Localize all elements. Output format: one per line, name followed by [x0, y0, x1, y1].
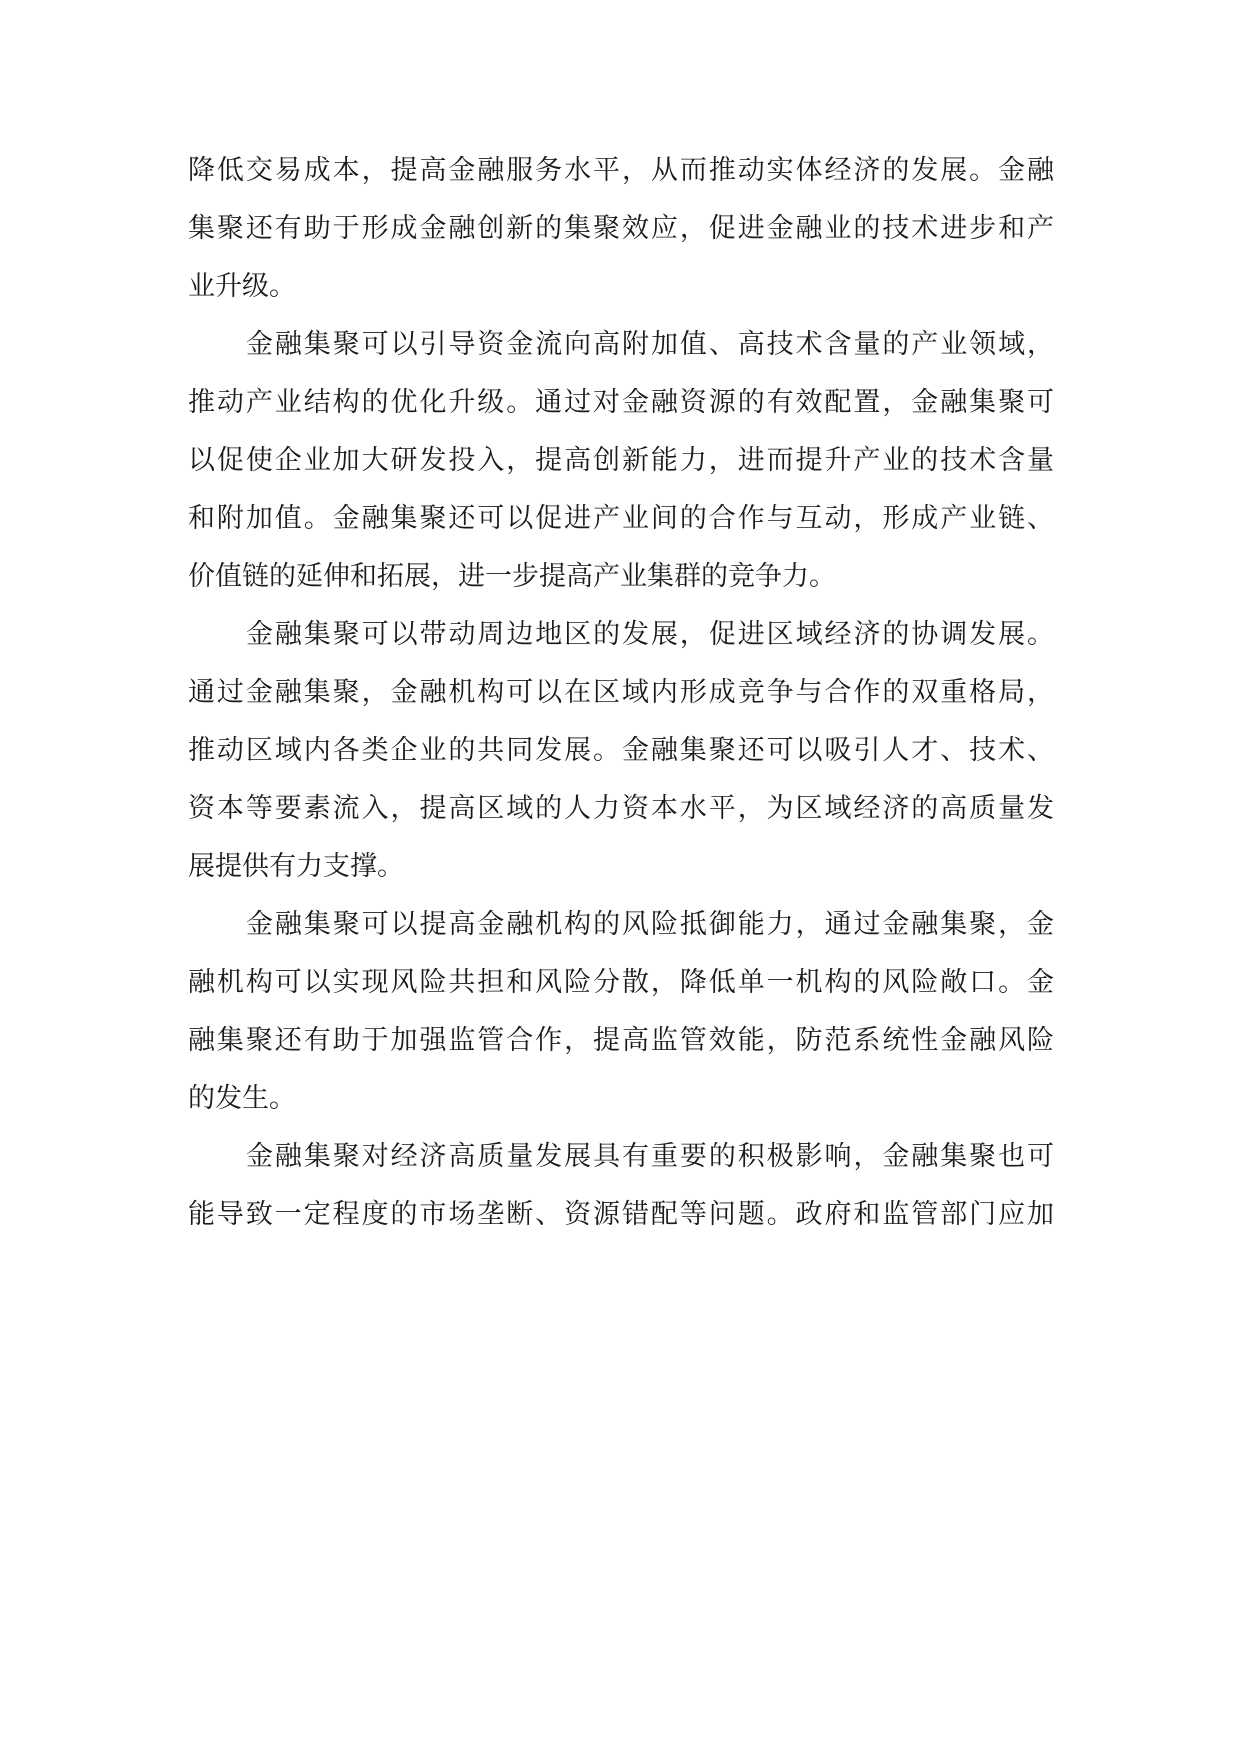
- text-line: 融机构可以实现风险共担和风险分散，降低单一机构的风险敞口。金: [188, 967, 1054, 998]
- paragraph-4: [188, 896, 1054, 1128]
- text-line: 降低交易成本，提高金融服务水平，从而推动实体经济的发展。金融: [188, 155, 1054, 186]
- text-line: 金融集聚可以提高金融机构的风险抵御能力，通过金融集聚，金: [246, 909, 1054, 940]
- text-line: 推动产业结构的优化升级。通过对金融资源的有效配置，金融集聚可: [188, 387, 1054, 418]
- text-line: 融集聚还有助于加强监管合作，提高监管效能，防范系统性金融风险: [188, 1025, 1054, 1056]
- text-line: 价值链的延伸和拓展，进一步提高产业集群的竞争力。: [188, 561, 836, 592]
- text-line: 能导致一定程度的市场垄断、资源错配等问题。政府和监管部门应加: [188, 1199, 1054, 1230]
- text-line: 集聚还有助于形成金融创新的集聚效应，促进金融业的技术进步和产: [188, 213, 1054, 244]
- text-line: 以促使企业加大研发投入，提高创新能力，进而提升产业的技术含量: [188, 445, 1054, 476]
- text-line: 金融集聚对经济高质量发展具有重要的积极影响，金融集聚也可: [246, 1141, 1054, 1172]
- text-line: 的发生。: [188, 1083, 296, 1114]
- text-line: 金融集聚可以引导资金流向高附加值、高技术含量的产业领域，: [246, 329, 1054, 360]
- paragraph-2: [188, 316, 1054, 606]
- text-line: 展提供有力支撑。: [188, 851, 404, 882]
- body-text: [188, 142, 1054, 1244]
- text-line: 资本等要素流入，提高区域的人力资本水平，为区域经济的高质量发: [188, 793, 1054, 824]
- text-line: 和附加值。金融集聚还可以促进产业间的合作与互动，形成产业链、: [188, 503, 1054, 534]
- paragraph-3: [188, 606, 1054, 896]
- text-line: 通过金融集聚，金融机构可以在区域内形成竞争与合作的双重格局，: [188, 677, 1054, 708]
- paragraph-5: [188, 1128, 1054, 1244]
- text-line: 推动区域内各类企业的共同发展。金融集聚还可以吸引人才、技术、: [188, 735, 1054, 766]
- text-line: 金融集聚可以带动周边地区的发展，促进区域经济的协调发展。: [246, 619, 1054, 650]
- text-line: 业升级。: [188, 271, 296, 302]
- paragraph-1: [188, 142, 1054, 316]
